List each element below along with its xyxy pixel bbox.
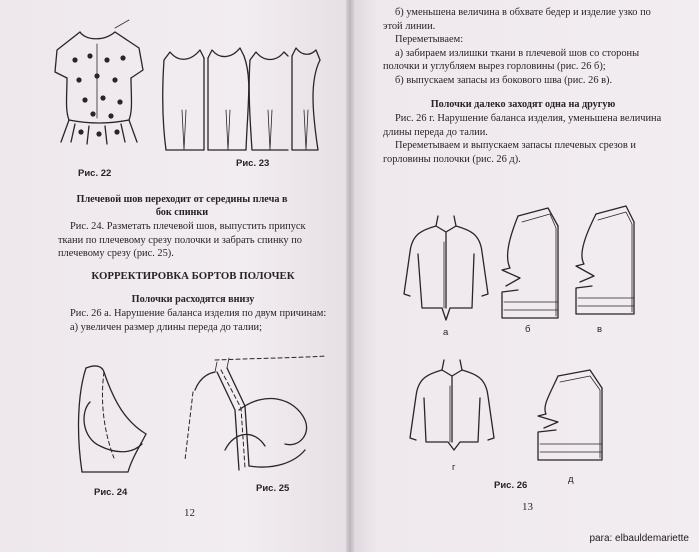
paragraph-fig26a xyxy=(58,307,328,334)
figure-23-caption: Рис. 23 xyxy=(236,158,270,169)
heading-overlap: Полочки далеко заходят одна на другую xyxy=(430,99,616,110)
figure-22-caption: Рис. 22 xyxy=(78,168,112,179)
paragraph-fig24-text: Рис. 24. Разметать плечевой шов, выпустить припуск ткани по плечевому срезу полочки и забрать спинку по плечевому срезу (рис. 25). xyxy=(58,221,306,259)
heading-shoulder-seam: Плечевой шов переходит от середины плеча в бок спинки xyxy=(76,194,288,218)
label-a: а xyxy=(443,327,449,338)
figure-26v-pattern xyxy=(572,204,638,322)
credit-text: para: elbauldemariette xyxy=(589,533,689,544)
item-a-text: а) увеличен размер длины переда до талии; xyxy=(70,321,262,333)
figure-22-dress-bodice xyxy=(45,20,155,160)
label-b: б xyxy=(525,324,531,335)
figure-26d-pattern xyxy=(534,366,606,466)
right-page-para2 xyxy=(383,112,663,166)
paragraph-rebaste-text: Переметываем и выпускаем запасы плечевых срезов и горловины полочки (рис. 26 д). xyxy=(383,140,636,165)
heading-correction: КОРРЕКТИРОВКА БОРТОВ ПОЛОЧЕК xyxy=(91,270,295,282)
figure-25-shoulder-adjust xyxy=(175,350,335,480)
figure-24-caption: Рис. 24 xyxy=(94,487,128,498)
figure-26b-pattern xyxy=(500,206,562,326)
rebaste-b-text: б) выпускаем запасы из бокового шва (рис. 26 в). xyxy=(395,74,613,86)
label-v: в xyxy=(597,324,603,335)
paragraph-fig26g-text: Рис. 26 г. Нарушение баланса изделия, уменьшена величина длины переда до талии. xyxy=(383,113,662,138)
subheading-diverge: Полочки расходятся внизу xyxy=(131,294,255,305)
right-page-top-text xyxy=(383,6,663,87)
item-b-top-text: б) уменьшена величина в обхвате бедер и изделие узко по этой линии. xyxy=(383,7,651,32)
figure-23-bodice-pattern xyxy=(160,40,325,155)
label-g: г xyxy=(452,462,456,473)
page-number-right: 13 xyxy=(522,501,533,513)
paragraph-fig24 xyxy=(58,220,328,261)
label-d: д xyxy=(568,474,574,485)
figure-26a-blouse xyxy=(402,212,490,322)
rebaste-label-text: Переметываем: xyxy=(395,34,464,45)
paragraph-fig26a-text: Рис. 26 а. Нарушение баланса изделия по двум причинам: xyxy=(70,308,327,319)
figure-26-caption: Рис. 26 xyxy=(494,480,528,491)
page-number-left: 12 xyxy=(184,507,195,519)
figure-25-caption: Рис. 25 xyxy=(256,483,290,494)
figure-26g-blouse xyxy=(406,356,496,466)
book-gutter xyxy=(346,0,354,552)
figure-24-armhole xyxy=(70,362,160,477)
rebaste-a-text: а) забираем излишки ткани в плечевой шов со стороны полочки и углубляем вырез горловины (рис. 26 б); xyxy=(383,47,640,72)
